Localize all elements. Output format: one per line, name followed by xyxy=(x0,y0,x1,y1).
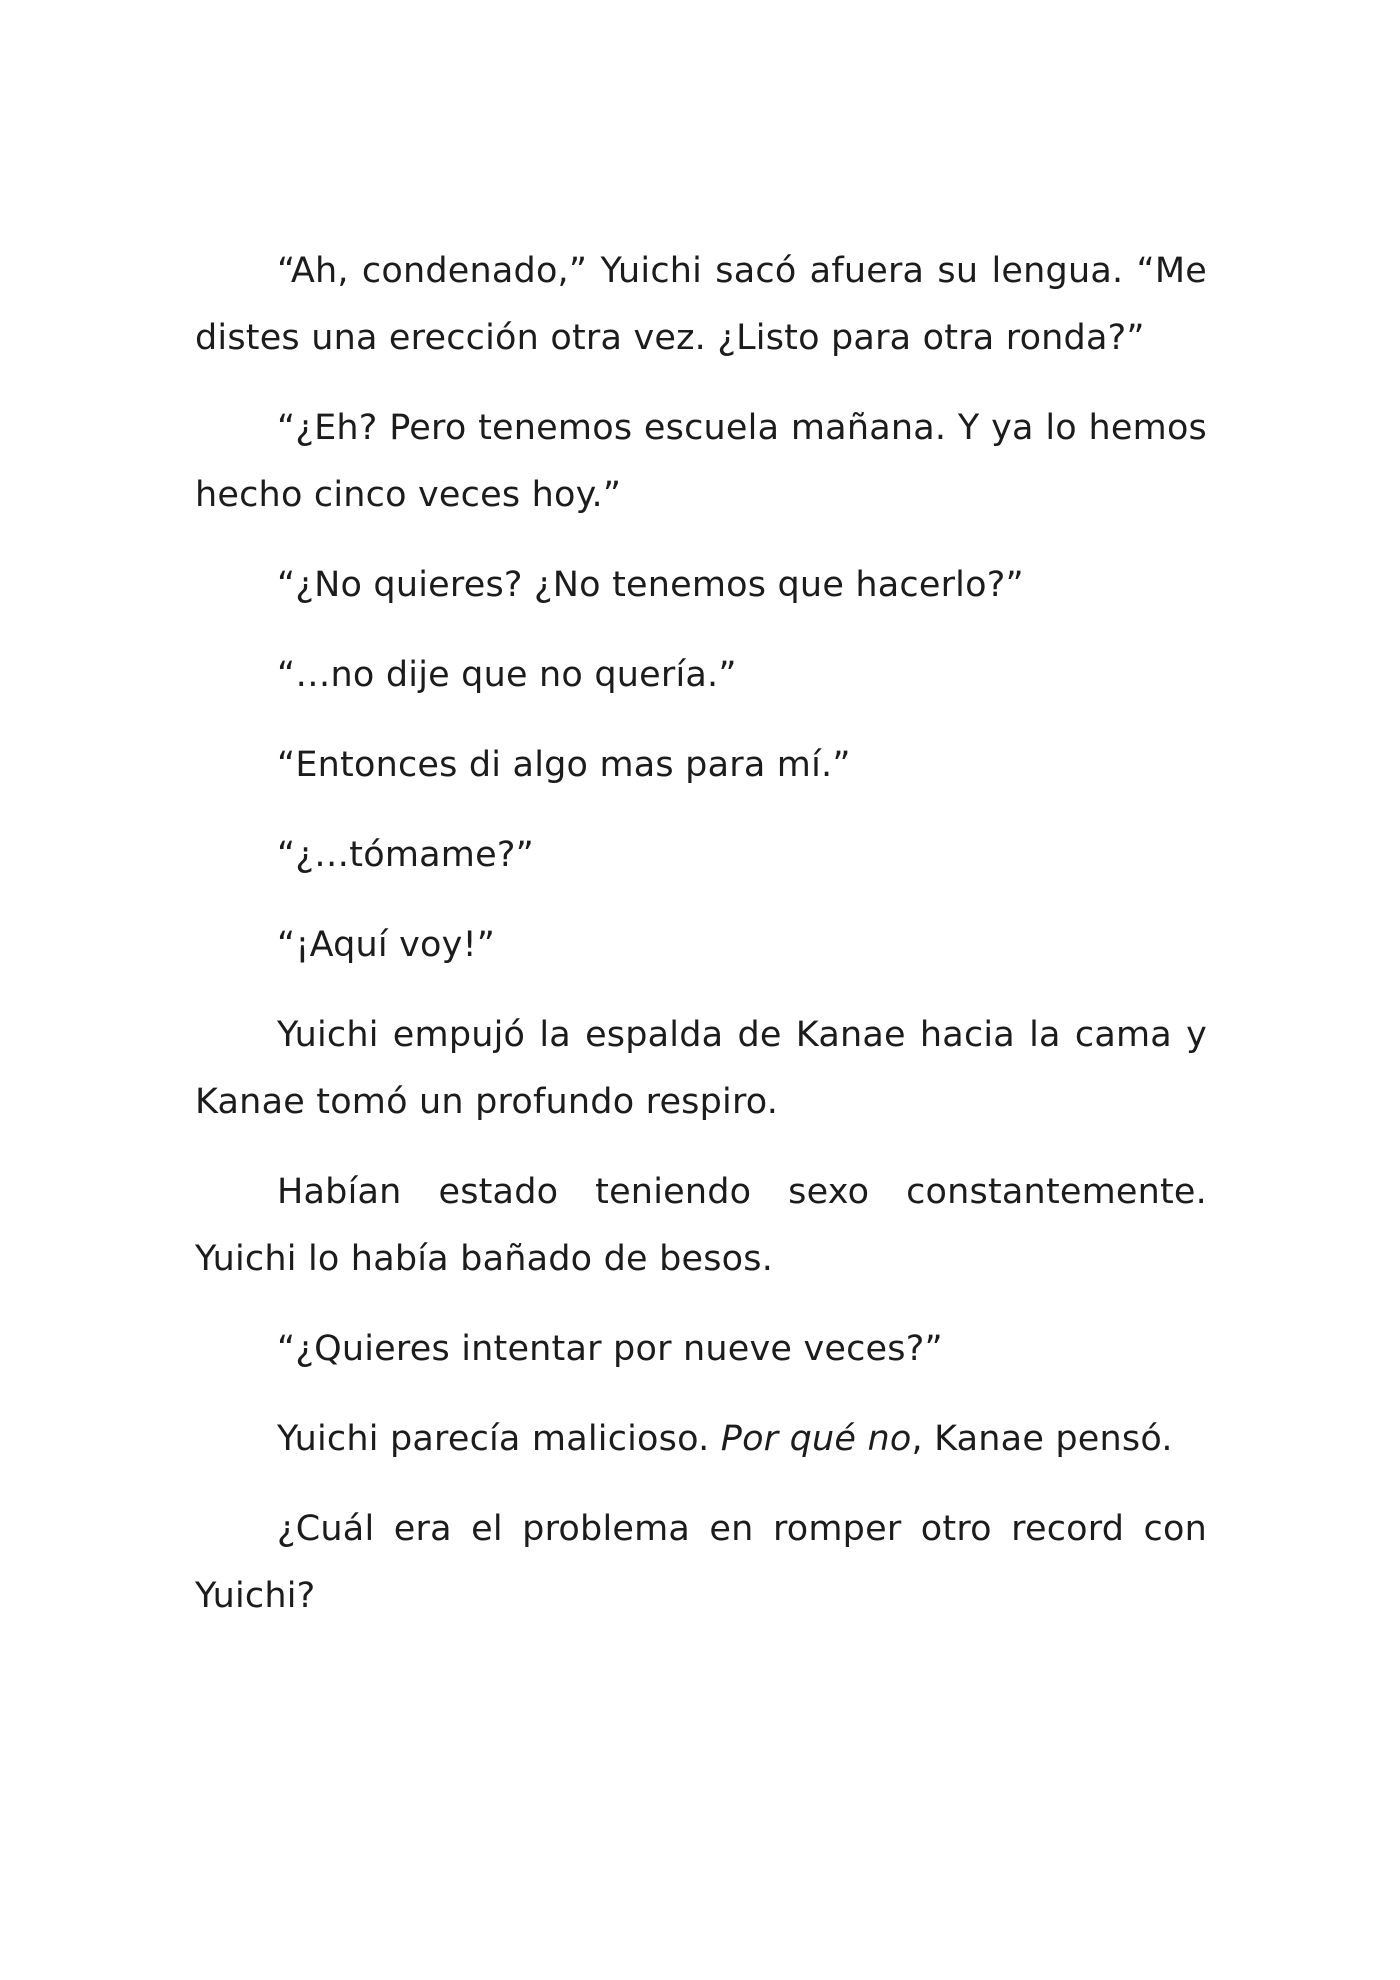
paragraph-9: Habían estado teniendo sexo constantemente. Yuichi lo había bañado de besos. xyxy=(195,1172,1207,1279)
paragraph-5: “Entonces di algo mas para mí.” xyxy=(277,745,851,785)
paragraph-1: “Ah, condenado,” Yuichi sacó afuera su lengua. “Me distes una erección otra vez. ¿Listo para otra ronda?” xyxy=(195,251,1207,358)
paragraph-7: “¡Aquí voy!” xyxy=(277,925,496,965)
italic-phrase: Por qué no xyxy=(720,1419,912,1459)
paragraph-3: “¿No quieres? ¿No tenemos que hacerlo?” xyxy=(277,565,1024,605)
paragraph-8: Yuichi empujó la espalda de Kanae hacia la cama y Kanae tomó un profundo respiro. xyxy=(195,1015,1207,1122)
paragraph-12: ¿Cuál era el problema en romper otro record con Yuichi? xyxy=(195,1509,1207,1616)
paragraph-10: “¿Quieres intentar por nueve veces?” xyxy=(277,1329,943,1369)
paragraph-11 xyxy=(195,1406,1207,1473)
paragraph-4: “…no dije que no quería.” xyxy=(277,655,737,695)
paragraph-11-start: Yuichi parecía malicioso. xyxy=(277,1419,721,1459)
paragraph-6: “¿…tómame?” xyxy=(277,835,534,875)
paragraph-2: “¿Eh? Pero tenemos escuela mañana. Y ya lo hemos hecho cinco veces hoy.” xyxy=(195,408,1207,515)
paragraph-11-end: , Kanae pensó. xyxy=(911,1419,1173,1459)
body-text xyxy=(195,238,1207,1653)
